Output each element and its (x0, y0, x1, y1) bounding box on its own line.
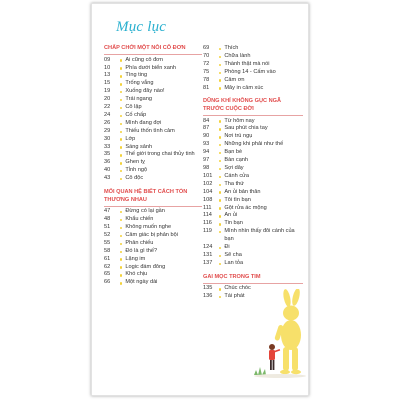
page-number: 47 (104, 208, 111, 215)
chapter-title: Phía dưới biển xanh (125, 64, 177, 71)
page-number: 101 (203, 172, 213, 179)
toc-entry[interactable] (104, 151, 202, 159)
chapter-title: Mình nhìn thấy đôi cánh của bạn (224, 228, 295, 243)
page-number: 36 (104, 159, 111, 166)
bullet-icon (120, 99, 122, 101)
chapter-title: Đừng có lại gần (125, 208, 165, 215)
chapter-title: Bạn bè (224, 149, 243, 156)
bullet-icon (120, 115, 122, 117)
toc-entry[interactable] (203, 260, 303, 268)
toc-entry[interactable] (104, 104, 202, 112)
toc-entry[interactable] (203, 189, 303, 197)
toc-entry[interactable] (104, 136, 202, 144)
page-number: 135 (203, 285, 213, 292)
toc-entry[interactable] (203, 77, 303, 85)
chapter-title: Logic đám đông (125, 263, 166, 270)
page-number: 111 (203, 204, 212, 211)
page-number: 20 (104, 96, 111, 103)
child-icon (269, 344, 280, 370)
page-number: 84 (203, 117, 210, 124)
bullet-icon (219, 56, 221, 58)
chapter-title: Lớp (125, 135, 136, 142)
bullet-icon (120, 138, 122, 140)
section-heading: DŨNG KHÍ KHÔNG GỤC NGÃ TRƯỚC CUỘC ĐỜI (203, 98, 303, 116)
toc-entry[interactable] (104, 216, 202, 224)
chapter-title: Khó chịu (125, 271, 148, 278)
page-number: 62 (104, 263, 111, 270)
page-number: 114 (203, 212, 212, 219)
toc-entry[interactable] (104, 120, 202, 128)
bullet-icon (219, 215, 221, 217)
ground-shadow (254, 374, 306, 378)
chapter-title: Từ hôm nay (224, 117, 255, 124)
chapter-title: Thích (224, 45, 239, 51)
page-number: 09 (104, 56, 111, 63)
toc-entry[interactable] (203, 244, 303, 252)
bullet-icon (219, 247, 221, 249)
page-number: 30 (104, 135, 111, 142)
bullet-icon (219, 152, 221, 154)
bullet-icon (120, 227, 122, 229)
toc-entry[interactable] (203, 149, 303, 157)
toc-entry[interactable] (203, 157, 303, 165)
bullet-icon (120, 178, 122, 180)
toc-entry[interactable] (203, 45, 303, 53)
page-number: 65 (104, 271, 111, 278)
bullet-icon (219, 184, 221, 186)
bullet-icon (219, 136, 221, 138)
page-number: 137 (203, 259, 213, 266)
page-number: 43 (104, 175, 111, 182)
toc-left-column (104, 45, 202, 287)
toc-entry[interactable] (203, 133, 303, 141)
chapter-title: Mây in cảm xúc (224, 84, 264, 91)
bullet-icon (120, 243, 122, 245)
chapter-title: Xuống đây nào! (125, 88, 165, 95)
page-number: 94 (203, 149, 210, 156)
bullet-icon (120, 282, 122, 284)
chapter-title: Tôi tìn bạn (224, 196, 251, 203)
bullet-icon (120, 146, 122, 148)
bullet-icon (120, 258, 122, 260)
toc-entry[interactable] (104, 248, 202, 256)
toc-entry[interactable] (104, 128, 202, 136)
section-heading: GAI MỌC TRONG TIM (203, 274, 303, 284)
toc-entry[interactable] (104, 208, 202, 216)
toc-page (91, 3, 309, 396)
chapter-title: Gột rửa ác mộng (224, 204, 267, 211)
rabbit-icon (274, 289, 301, 374)
chapter-title: Đó là gì thế? (125, 247, 158, 254)
page-number: 75 (203, 68, 210, 75)
toc-entry[interactable] (203, 252, 303, 260)
page-number: 52 (104, 231, 111, 238)
chapter-title: Cố chấp (125, 111, 147, 118)
toc-entry[interactable] (104, 279, 202, 287)
page-number: 136 (203, 293, 213, 300)
bullet-icon (219, 64, 221, 66)
grass-icon (254, 367, 266, 375)
toc-entry[interactable] (104, 232, 202, 240)
page-number: 19 (104, 88, 111, 95)
bullet-icon (219, 288, 221, 290)
page-number: 98 (203, 164, 210, 171)
page-number: 102 (203, 180, 213, 187)
page-number: 124 (203, 244, 213, 251)
chapter-title: Tin bạn (224, 220, 243, 227)
bullet-icon (219, 87, 221, 89)
toc-entry[interactable] (203, 173, 303, 181)
chapter-title: Tha thứ (224, 180, 244, 187)
bullet-icon (120, 83, 122, 85)
bullet-icon (219, 231, 221, 233)
chapter-title: Một ngày dài (125, 279, 158, 286)
toc-entry[interactable] (104, 88, 202, 96)
bullet-icon (120, 266, 122, 268)
bullet-icon (219, 176, 221, 178)
toc-entry[interactable] (104, 256, 202, 264)
chapter-title: Tỉnh ngộ (125, 167, 148, 174)
page-number: 35 (104, 151, 111, 158)
chapter-title: An ủi (224, 212, 238, 219)
chapter-title: Ai cũng cô đơn (125, 56, 163, 63)
bullet-icon (219, 160, 221, 162)
toc-entry[interactable] (203, 212, 303, 220)
chapter-title: Tìng ting (125, 72, 148, 79)
bullet-icon (219, 191, 221, 193)
chapter-title: Thế giới trong chai thủy tinh (125, 151, 195, 158)
section-heading: CHẤP CHỚI MỘT NỖI CÔ ĐƠN (104, 45, 202, 55)
chapter-title: Trống vắng (125, 80, 154, 87)
bullet-icon (219, 120, 221, 122)
bullet-icon (120, 123, 122, 125)
page-number: 104 (203, 188, 213, 195)
toc-entry[interactable] (203, 61, 303, 69)
chapter-title: Cô lập (125, 104, 142, 111)
page-number: 78 (203, 76, 210, 83)
chapter-title: Mình đang đợi (125, 119, 162, 126)
bullet-icon (120, 154, 122, 156)
toc-entry[interactable] (203, 69, 303, 77)
bullet-icon (120, 235, 122, 237)
chapter-title: Chữa lành (224, 52, 251, 59)
toc-entry[interactable] (104, 80, 202, 88)
page-number: 131 (203, 251, 213, 258)
chapter-title: Cô độc (125, 175, 144, 182)
page-number: 40 (104, 167, 111, 174)
page-number: 87 (203, 125, 210, 132)
bullet-icon (219, 79, 221, 81)
bullet-icon (219, 72, 221, 74)
toc-entry[interactable] (104, 112, 202, 120)
bullet-icon (219, 48, 221, 50)
page-number: 81 (203, 84, 210, 91)
toc-entry[interactable] (104, 65, 202, 73)
bullet-icon (120, 75, 122, 77)
page-number: 93 (203, 141, 210, 148)
chapter-title: Cảm ơn (224, 76, 245, 83)
chapter-title: Cánh cửa (224, 172, 249, 179)
chapter-title: Ghen tỵ (125, 159, 145, 166)
toc-entry[interactable] (104, 96, 202, 104)
chapter-title: Sau phút chia tay (224, 125, 268, 132)
bullet-icon (120, 67, 122, 69)
bullet-icon (120, 162, 122, 164)
toc-entry[interactable] (104, 72, 202, 80)
page-number: 116 (203, 220, 212, 227)
page-number: 10 (104, 64, 111, 71)
chapter-title: Sáng sảnh (125, 143, 153, 150)
bullet-icon (120, 251, 122, 253)
page-number: 90 (203, 133, 210, 140)
bullet-icon (219, 199, 221, 201)
bullet-icon (219, 296, 221, 298)
toc-entry[interactable] (203, 85, 303, 93)
bullet-icon (120, 274, 122, 276)
chapter-title: Thành thật mà nói (224, 60, 270, 67)
bullet-icon (120, 219, 122, 221)
bullet-icon (219, 255, 221, 257)
chapter-title: Trái ngang (125, 96, 152, 103)
page-number: 51 (104, 224, 111, 230)
toc-entry[interactable] (203, 181, 303, 189)
toc-entry[interactable] (104, 167, 202, 175)
toc-entry[interactable] (104, 264, 202, 272)
chapter-title: Phản chiếu (125, 239, 154, 246)
chapter-title: Tái phát (224, 293, 245, 300)
chapter-title: Không muốn nghe (125, 224, 172, 230)
page-number: 97 (203, 157, 210, 164)
page-number: 33 (104, 143, 111, 150)
page-number: 108 (203, 196, 213, 203)
page-number: 58 (104, 247, 111, 254)
chapter-title: Lan tỏa (224, 259, 244, 266)
page-number: 72 (203, 60, 210, 67)
chapter-title: Cảm giác bị phản bội (125, 231, 178, 238)
page-number: 26 (104, 119, 111, 126)
chapter-title: Sợi dây (224, 164, 244, 171)
bullet-icon (120, 131, 122, 133)
chapter-title: Khẩu chiến (125, 216, 154, 223)
page-title: Mục lục (116, 19, 167, 35)
bullet-icon (120, 59, 122, 61)
bullet-icon (219, 168, 221, 170)
toc-right-column (203, 45, 303, 301)
chapter-title: Sẽ cha (224, 251, 242, 258)
toc-entry[interactable] (104, 175, 202, 183)
section-heading: MỐI QUAN HỆ BIẾT CÁCH TỔN THƯƠNG NHAU (104, 189, 202, 207)
page-number: 69 (203, 45, 210, 51)
bullet-icon (120, 91, 122, 93)
chapter-title: Nơi trú ngụ (224, 133, 253, 140)
page-number: 70 (203, 52, 210, 59)
toc-entry[interactable] (203, 125, 303, 133)
toc-entry[interactable] (203, 197, 303, 205)
page-number: 13 (104, 72, 111, 79)
toc-entry[interactable] (203, 141, 303, 149)
toc-entry[interactable] (203, 53, 303, 61)
toc-entry[interactable] (104, 240, 202, 248)
toc-entry[interactable] (104, 57, 202, 65)
page-number: 119 (203, 228, 212, 235)
chapter-title: Thiếu thốn tình cảm (125, 127, 175, 134)
toc-entry[interactable] (104, 159, 202, 167)
toc-entry[interactable] (203, 118, 303, 126)
chapter-title: Chúc chóc (224, 285, 251, 292)
chapter-title: Những khi phải như thế (224, 141, 284, 148)
rabbit-and-child-illustration (252, 289, 308, 381)
toc-entry[interactable] (104, 224, 202, 232)
toc-entry[interactable] (104, 271, 202, 279)
bullet-icon (120, 170, 122, 172)
toc-entry[interactable] (203, 205, 303, 213)
bullet-icon (219, 223, 221, 225)
page-number: 66 (104, 279, 111, 286)
page-number: 29 (104, 127, 111, 134)
chapter-title: Lặng im (125, 255, 146, 262)
page-number: 24 (104, 111, 111, 118)
chapter-title: Phòng 14 - Cấm vào (224, 68, 276, 75)
toc-entry[interactable] (203, 228, 303, 244)
chapter-title: Đi (224, 244, 230, 251)
page-number: 15 (104, 80, 111, 87)
toc-entry[interactable] (203, 165, 303, 173)
chapter-title: Bàn cạnh (224, 157, 249, 164)
bullet-icon (120, 211, 122, 213)
page-number: 48 (104, 216, 111, 223)
bullet-icon (219, 144, 221, 146)
bullet-icon (120, 107, 122, 109)
bullet-icon (219, 207, 221, 209)
page-number: 55 (104, 239, 111, 246)
page-number: 61 (104, 255, 111, 262)
bullet-icon (219, 263, 221, 265)
bullet-icon (219, 128, 221, 130)
chapter-title: An ủi bản thân (224, 188, 261, 195)
page-number: 22 (104, 104, 111, 111)
